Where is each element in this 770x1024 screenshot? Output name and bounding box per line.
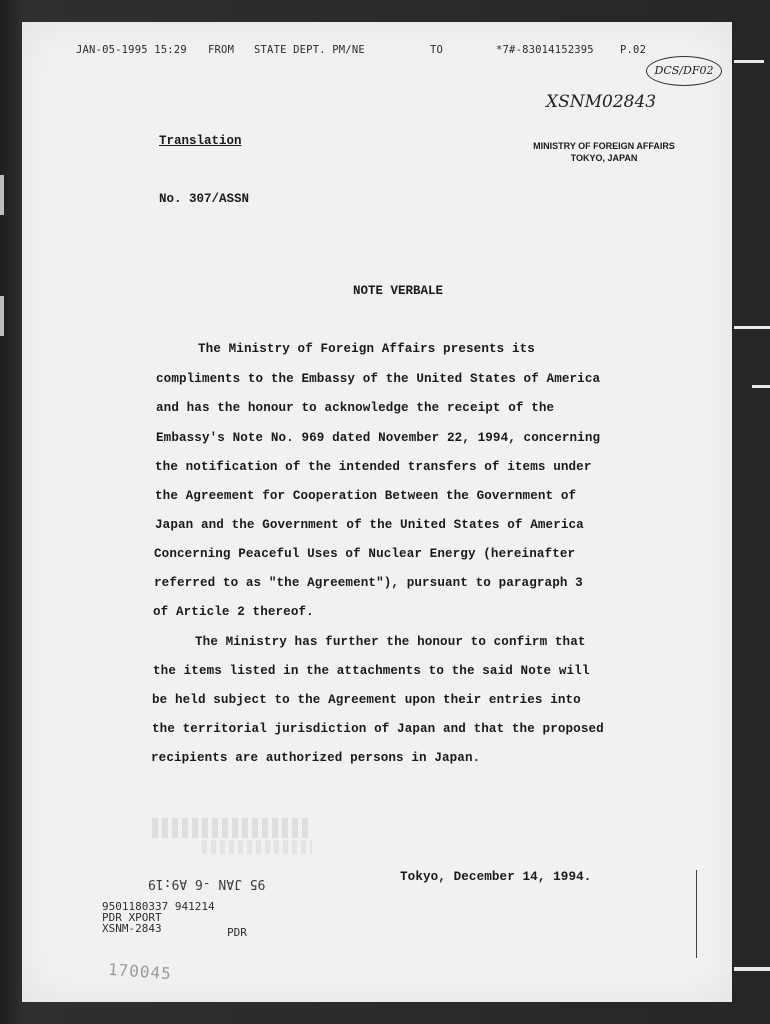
docket-category-line: PDR XPORT	[102, 911, 162, 924]
fax-from-value: STATE DEPT. PM/NE	[254, 44, 365, 56]
paragraph1-line: Japan and the Government of the United States of America	[155, 518, 584, 532]
docket-number-line: 9501180337 941214	[102, 900, 215, 913]
paragraph2-line: the territorial jurisdiction of Japan and that the proposed	[152, 722, 604, 736]
circled-docket-code: DCS/DF02	[646, 56, 722, 86]
edge-mark	[734, 326, 770, 329]
fax-to-value: *7#-83014152395	[496, 44, 594, 56]
document-title: NOTE VERBALE	[353, 284, 444, 298]
paragraph2-line: The Ministry has further the honour to confirm that	[195, 635, 586, 649]
paragraph1-line: the Agreement for Cooperation Between the Government of	[155, 489, 577, 503]
paragraph1-line: and has the honour to acknowledge the receipt of the	[156, 401, 555, 415]
paragraph2-line: recipients are authorized persons in Japan.	[151, 751, 481, 765]
fax-date-time: JAN-05-1995 15:29	[76, 44, 187, 56]
ministry-location: TOKYO, JAPAN	[570, 153, 638, 163]
received-date-stamp: 95 JAN -6 A9:19	[148, 876, 266, 891]
paragraph2-line: the items listed in the attachments to the said Note will	[153, 664, 590, 678]
edge-mark	[0, 296, 4, 336]
edge-mark	[734, 60, 764, 63]
edge-mark	[734, 967, 770, 971]
paragraph1-line: of Article 2 thereof.	[153, 605, 314, 619]
edge-mark	[752, 385, 770, 388]
place-and-date: Tokyo, December 14, 1994.	[400, 870, 592, 884]
docket-docket-line: XSNM-2843	[102, 922, 162, 935]
ministry-name: MINISTRY OF FOREIGN AFFAIRS	[533, 141, 675, 151]
fax-to-label: TO	[430, 44, 444, 56]
margin-rule	[696, 870, 697, 958]
document-page	[22, 22, 732, 1002]
bleed-through-mark	[202, 840, 312, 854]
reference-number: No. 307/ASSN	[159, 192, 250, 206]
paragraph1-line: compliments to the Embassy of the United States of America	[156, 372, 601, 386]
paragraph2-line: be held subject to the Agreement upon their entries into	[152, 693, 581, 707]
paragraph1-line: Embassy's Note No. 969 dated November 22, 1994, concerning	[156, 431, 601, 445]
translation-label: Translation	[159, 134, 242, 148]
fax-from-label: FROM	[208, 44, 235, 56]
docket-pdr-label: PDR	[227, 926, 247, 939]
edge-mark	[0, 175, 4, 215]
fax-page-number: P.02	[620, 44, 647, 56]
paragraph1-line: referred to as "the Agreement"), pursuant to paragraph 3	[154, 576, 583, 590]
paragraph1-line: the notification of the intended transfers of items under	[155, 460, 592, 474]
handwritten-docket-code: XSNM02843	[546, 92, 657, 112]
ministry-letterhead	[514, 140, 694, 164]
paragraph1-line: The Ministry of Foreign Affairs presents its	[198, 342, 535, 356]
bleed-through-mark	[152, 818, 312, 838]
paragraph1-line: Concerning Peaceful Uses of Nuclear Energy (hereinafter	[154, 547, 576, 561]
serial-number: 170045	[107, 959, 173, 984]
